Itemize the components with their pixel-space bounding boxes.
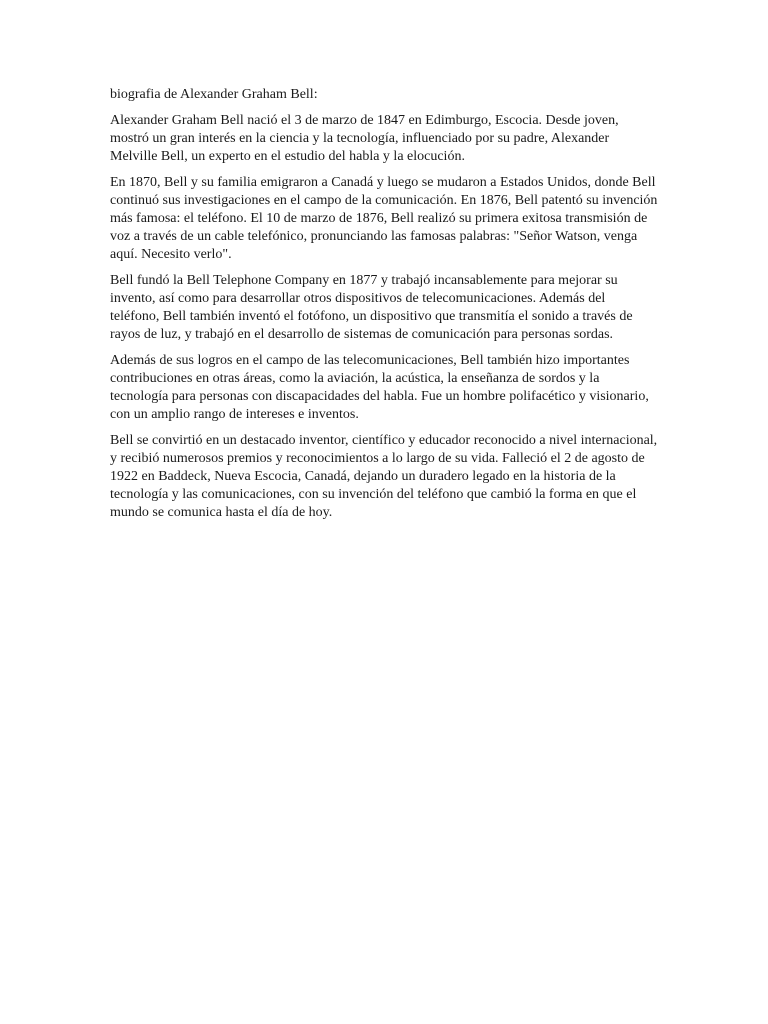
paragraph-contributions: Además de sus logros en el campo de las telecomunicaciones, Bell también hizo importantes contribuciones en otras áreas, como la aviación, la acústica, la enseñanza de sordos y la tecnología para personas con discapacidades del habla. Fue un hombre polifacético y visionario, con un amplio rango de intereses e inventos.: [110, 353, 649, 422]
document-page: [110, 86, 658, 530]
paragraph-telephone: En 1870, Bell y su familia emigraron a Canadá y luego se mudaron a Estados Unidos, donde Bell continuó sus investigaciones en el campo de la comunicación. En 1876, Bell patentó su invención más famosa: el teléfono. El 10 de marzo de 1876, Bell realizó su primera exitosa transmisión de voz a través de un cable telefónico, pronunciando las famosas palabras: "Señor Watson, venga aquí. Necesito verlo".: [110, 175, 658, 262]
document-heading: biografia de Alexander Graham Bell:: [110, 87, 318, 102]
paragraph-birth: Alexander Graham Bell nació el 3 de marzo de 1847 en Edimburgo, Escocia. Desde joven, mostró un gran interés en la ciencia y la tecnología, influenciado por su padre, Alexander Melville Bell, un experto en el estudio del habla y la elocución.: [110, 113, 619, 164]
paragraph-company: Bell fundó la Bell Telephone Company en 1877 y trabajó incansablemente para mejorar su invento, así como para desarrollar otros dispositivos de telecomunicaciones. Además del teléfono, Bell también inventó el fotófono, un dispositivo que transmitía el sonido a través de rayos de luz, y trabajó en el desarrollo de sistemas de comunicación para personas sordas.: [110, 273, 633, 342]
paragraph-legacy: Bell se convirtió en un destacado inventor, científico y educador reconocido a nivel internacional, y recibió numerosos premios y reconocimientos a lo largo de su vida. Falleció el 2 de agosto de 1922 en Baddeck, Nueva Escocia, Canadá, dejando un duradero legado en la historia de la tecnología y las comunicaciones, con su invención del teléfono que cambió la forma en que el mundo se comunica hasta el día de hoy.: [110, 433, 658, 520]
